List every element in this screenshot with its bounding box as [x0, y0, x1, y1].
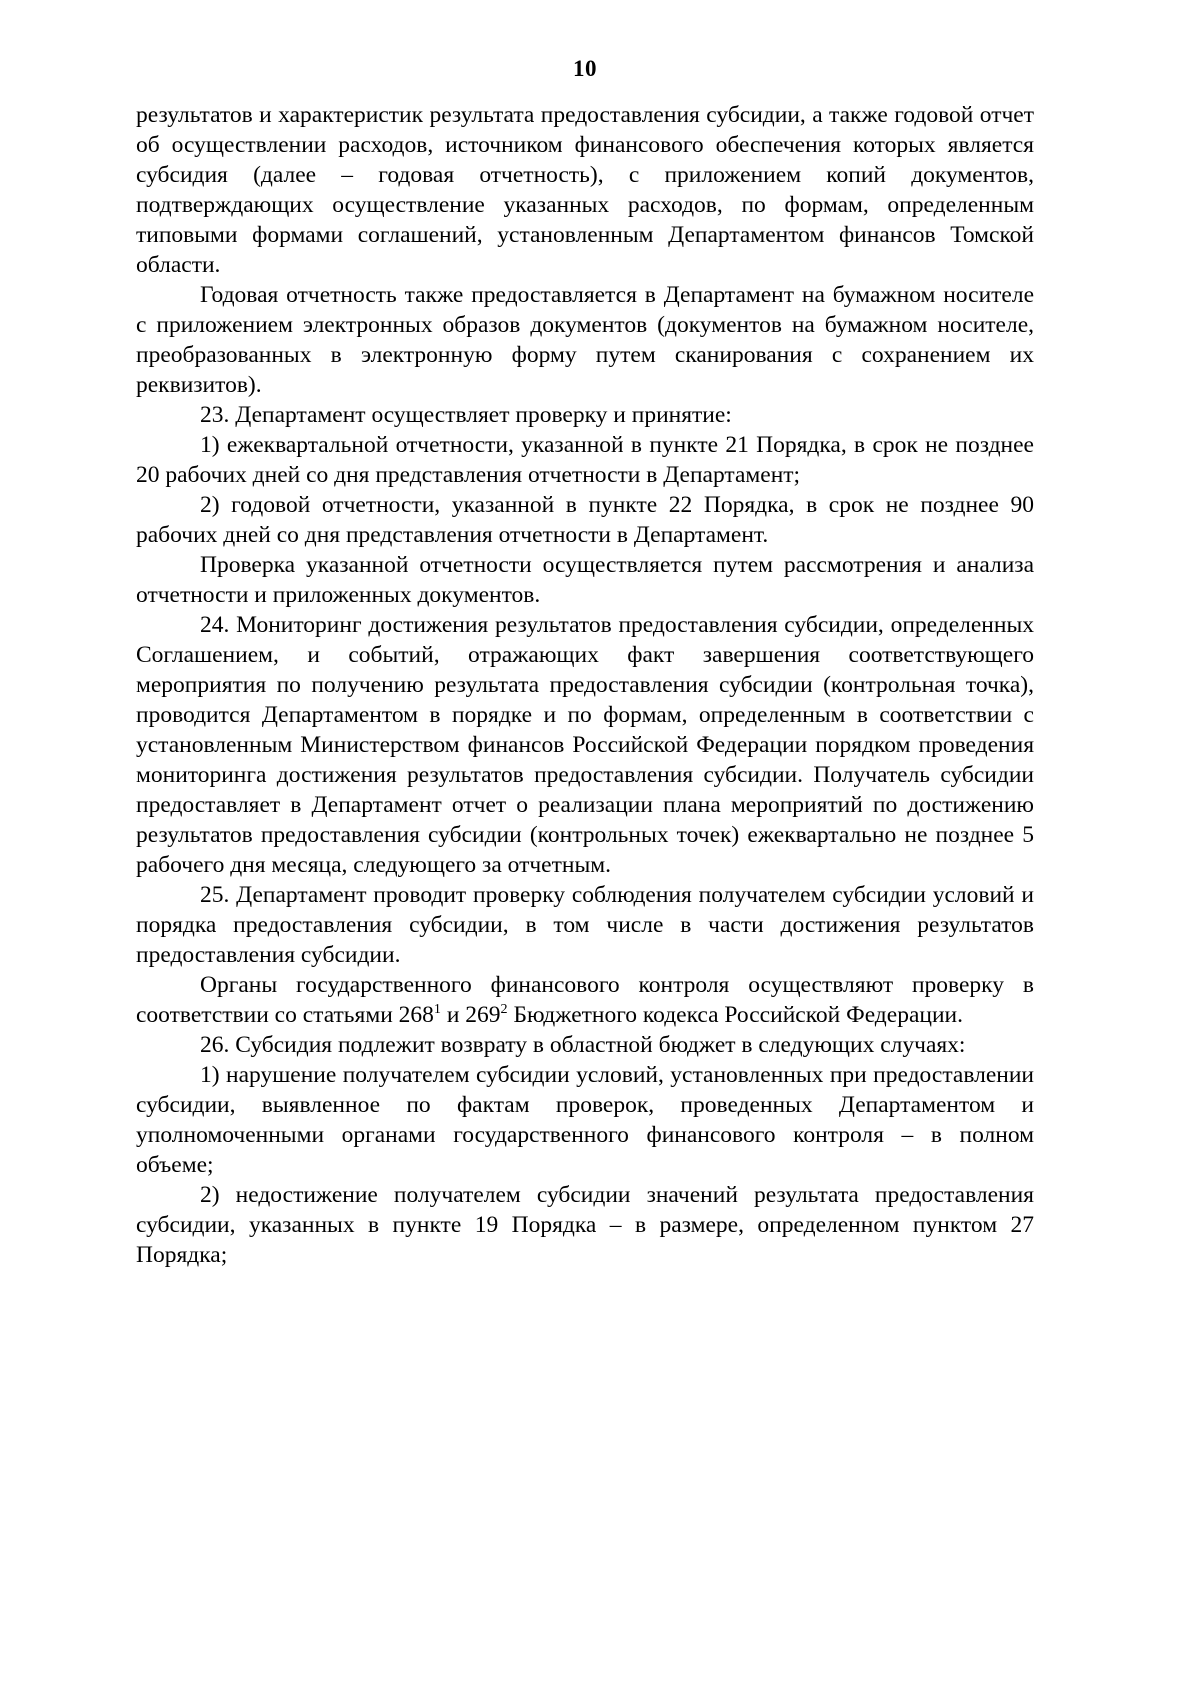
paragraph-item-23-sub-2: 2) годовой отчетности, указанной в пункте 22 Порядка, в срок не позднее 90 рабочих дней со дня представления отчетности в Департамент.	[136, 492, 1034, 548]
paragraph-item-25: 25. Департамент проводит проверку соблюдения получателем субсидии условий и порядка предоставления субсидии, в том числе в части достижения результатов предоставления субсидии.	[136, 882, 1034, 968]
superscript-article-268: 1	[433, 1001, 441, 1018]
superscript-article-269: 2	[500, 1001, 508, 1018]
paragraph-annual-reporting: Годовая отчетность также предоставляется в Департамент на бумажном носителе с приложением электронных образов документов (документов на бумажном носителе, преобразованных в электронную форму путем сканирования с сохранением их реквизитов).	[136, 282, 1034, 398]
paragraph-continuation: результатов и характеристик результата предоставления субсидии, а также годовой отчет об осуществлении расходов, источником финансового обеспечения которых является субсидия (далее – годовая отчетность), с приложением копий документов, подтверждающих осуществление указанных расходов, по формам, определенным типовыми формами соглашений, установленным Департаментом финансов Томской области.	[136, 102, 1034, 278]
page-number: 10	[573, 56, 597, 81]
paragraph-item-23-sub-1: 1) ежеквартальной отчетности, указанной в пункте 21 Порядка, в срок не позднее 20 рабочих дней со дня представления отчетности в Департамент;	[136, 432, 1034, 488]
text-segment: Бюджетного кодекса Российской Федерации.	[507, 1002, 963, 1028]
paragraph-item-26-sub-2: 2) недостижение получателем субсидии значений результата предоставления субсидии, указанных в пункте 19 Порядка – в размере, определенном пунктом 27 Порядка;	[136, 1182, 1034, 1268]
paragraph-state-financial-control	[136, 970, 1034, 1030]
paragraph-report-review: Проверка указанной отчетности осуществляется путем рассмотрения и анализа отчетности и приложенных документов.	[136, 552, 1034, 608]
paragraph-item-23: 23. Департамент осуществляет проверку и принятие:	[200, 402, 732, 428]
paragraph-item-26-sub-1: 1) нарушение получателем субсидии условий, установленных при предоставлении субсидии, выявленное по фактам проверок, проведенных Департаментом и уполномоченными органами государственного финансового контроля – в полном объеме;	[136, 1062, 1034, 1178]
text-segment: и 269	[440, 1002, 501, 1028]
text-segment: Органы государственного финансового контроля осуществляют проверку в соответствии со статьями 268	[136, 972, 1034, 1028]
page-header	[136, 56, 1034, 82]
paragraph-item-26: 26. Субсидия подлежит возврату в областной бюджет в следующих случаях:	[200, 1032, 966, 1058]
paragraph-item-24: 24. Мониторинг достижения результатов предоставления субсидии, определенных Соглашением, и событий, отражающих факт завершения соответствующего мероприятия по получению результата предоставления субсидии (контрольная точка), проводится Департаментом в порядке и по формам, определенным в соответствии с установленным Министерством финансов Российской Федерации порядком проведения мониторинга достижения результатов предоставления субсидии. Получатель субсидии предоставляет в Департамент отчет о реализации плана мероприятий по достижению результатов предоставления субсидии (контрольных точек) ежеквартально не позднее 5 рабочего дня месяца, следующего за отчетным.	[136, 612, 1034, 878]
document-body	[136, 100, 1034, 1270]
